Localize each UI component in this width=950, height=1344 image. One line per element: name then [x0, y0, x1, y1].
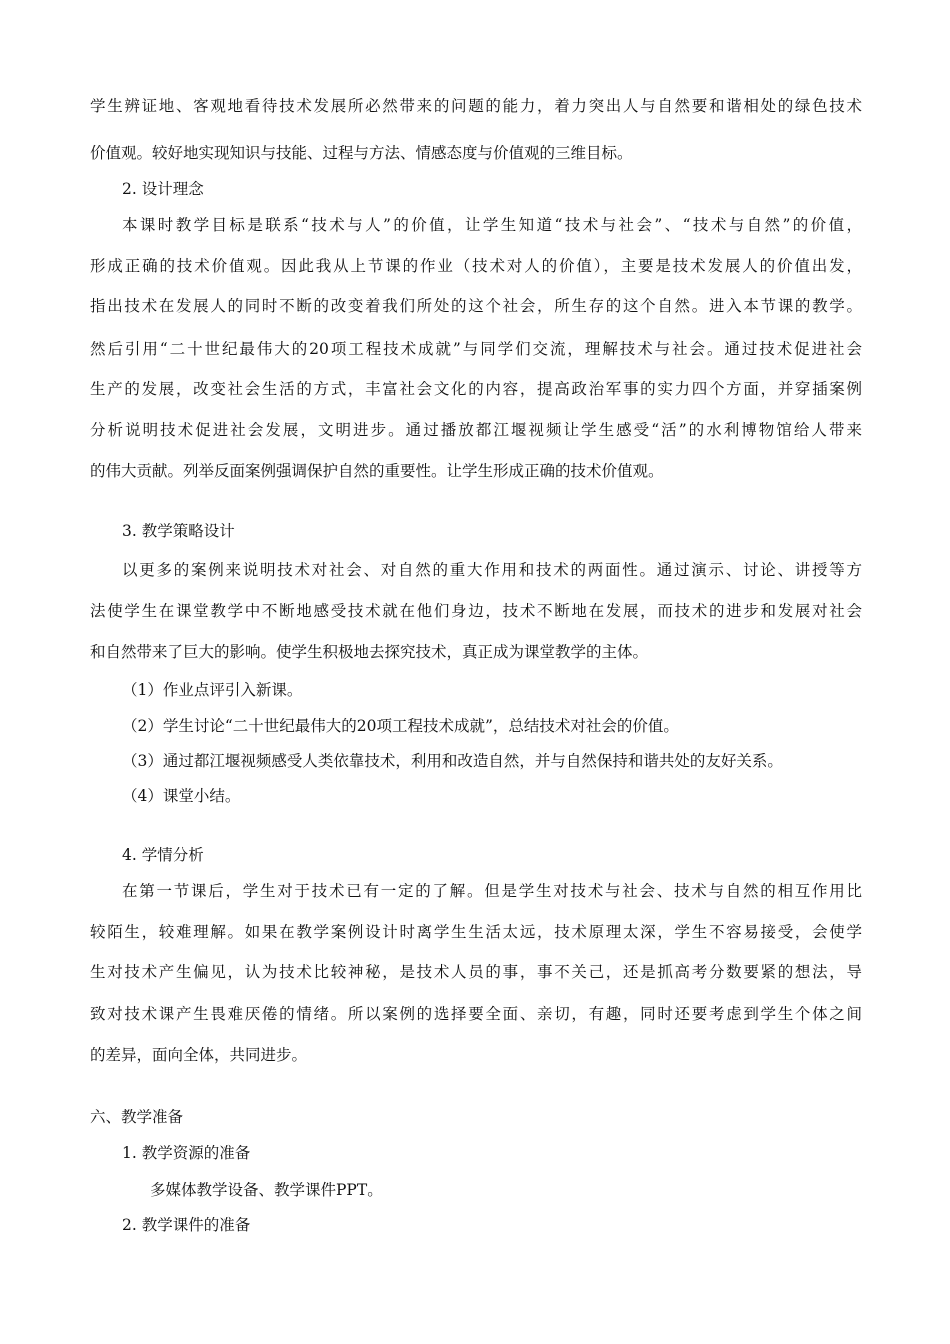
paragraph-line: 生产的发展，改变社会生活的方式，丰富社会文化的内容，提高政治军事的实力四个方面，并穿插案例: [90, 380, 862, 398]
section-heading: 4. 学情分析: [122, 846, 204, 864]
section-heading: 3. 教学策略设计: [122, 522, 235, 540]
paragraph-line: 以更多的案例来说明技术对社会、对自然的重大作用和技术的两面性。通过演示、讨论、讲授等方: [122, 561, 862, 579]
list-item: （1）作业点评引入新课。: [122, 681, 303, 699]
paragraph-line: 在第一节课后，学生对于技术已有一定的了解。但是学生对技术与社会、技术与自然的相互作用比: [122, 882, 862, 900]
subsection-heading: 1. 教学资源的准备: [122, 1144, 251, 1162]
list-item: （3）通过都江堰视频感受人类依靠技术，利用和改造自然，并与自然保持和谐共处的友好关系。: [122, 752, 783, 770]
paragraph-line: 致对技术课产生畏难厌倦的情绪。所以案例的选择要全面、亲切，有趣，同时还要考虑到学生个体之间: [90, 1005, 862, 1023]
paragraph-line: 法使学生在课堂教学中不断地感受技术就在他们身边，技术不断地在发展，而技术的进步和发展对社会: [90, 602, 862, 620]
paragraph-line: 生对技术产生偏见，认为技术比较神秘，是技术人员的事，事不关己，还是抓高考分数要紧的想法，导: [90, 963, 862, 981]
list-item: （4）课堂小结。: [122, 787, 241, 805]
paragraph-line: 形成正确的技术价值观。因此我从上节课的作业（技术对人的价值），主要是技术发展人的价值出发，: [90, 257, 862, 275]
paragraph-line: 指出技术在发展人的同时不断的改变着我们所处的这个社会，所生存的这个自然。进入本节课的教学。: [90, 297, 862, 315]
subsection-text: 多媒体教学设备、教学课件PPT。: [150, 1181, 383, 1199]
paragraph-line: 和自然带来了巨大的影响。使学生积极地去探究技术，真正成为课堂教学的主体。: [90, 643, 649, 661]
paragraph-line: 价值观。较好地实现知识与技能、过程与方法、情感态度与价值观的三维目标。: [90, 144, 633, 162]
paragraph-line: 分析说明技术促进社会发展，文明进步。通过播放都江堰视频让学生感受“活”的水利博物馆给人带来: [90, 421, 862, 439]
paragraph-line: 的差异，面向全体，共同进步。: [90, 1046, 308, 1064]
list-item: （2）学生讨论“二十世纪最伟大的20项工程技术成就”，总结技术对社会的价值。: [122, 717, 679, 735]
paragraph-line: 较陌生，较难理解。如果在教学案例设计时离学生生活太远，技术原理太深，学生不容易接受，会使学: [90, 923, 862, 941]
paragraph-line: 本课时教学目标是联系“技术与人”的价值，让学生知道“技术与社会”、“技术与自然”的价值，: [122, 216, 862, 234]
section-heading: 2. 设计理念: [122, 180, 204, 198]
paragraph-line: 然后引用“二十世纪最伟大的20项工程技术成就”与同学们交流，理解技术与社会。通过技术促进社会: [90, 340, 862, 358]
paragraph-line: 学生辨证地、客观地看待技术发展所必然带来的问题的能力，着力突出人与自然要和谐相处的绿色技术: [90, 97, 862, 115]
subsection-heading: 2. 教学课件的准备: [122, 1216, 251, 1234]
section-heading: 六、教学准备: [90, 1108, 184, 1126]
paragraph-line: 的伟大贡献。列举反面案例强调保护自然的重要性。让学生形成正确的技术价值观。: [90, 462, 664, 480]
